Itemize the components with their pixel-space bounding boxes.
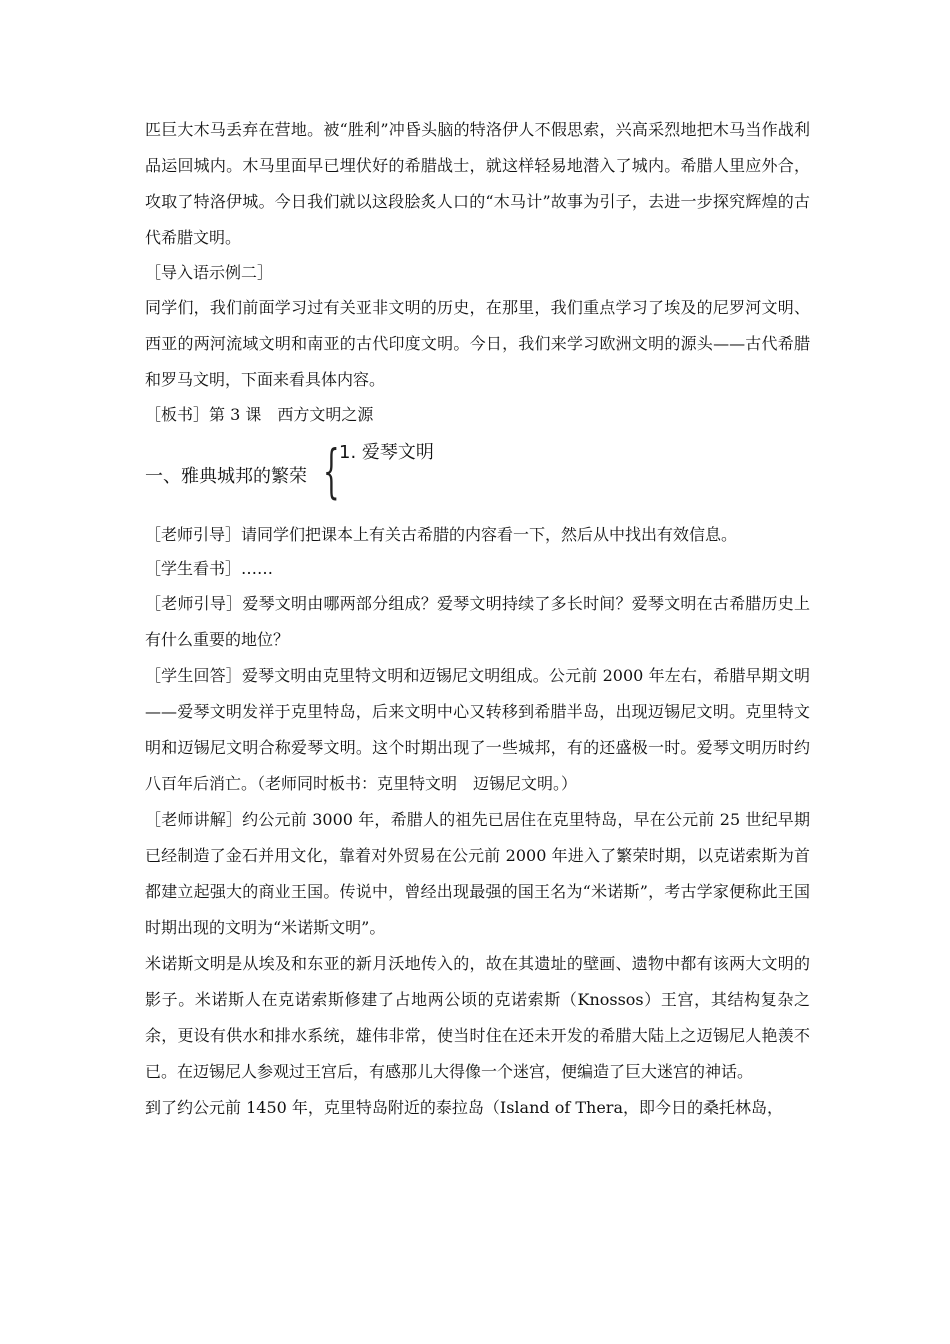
paragraph-intro-example-2: 同学们，我们前面学习过有关亚非文明的历史，在那里，我们重点学习了埃及的尼罗河文明、西亚的两河流域文明和南亚的古代印度文明。今日，我们来学习欧洲文明的源头——古代希腊和罗马文明，下面来看具体内容。	[145, 298, 810, 389]
brace-symbol: {	[323, 437, 340, 505]
paragraph-intro-example-2-label: ［导入语示例二］	[145, 263, 274, 282]
paragraph-board-title: ［板书］第 3 课 西方文明之源	[145, 405, 374, 424]
paragraph-student-answer: ［学生回答］爱琴文明由克里特文明和迈锡尼文明组成。公元前 2000 年左右，希腊早期文明——爱琴文明发祥于克里特岛，后来文明中心又转移到希腊半岛，出现迈锡尼文明。克里特文明和迈锡尼文明合称爱琴文明。这个时期出现了一些城邦，有的还盛极一时。爱琴文明历时约八百年后消亡。（老师同时板书：克里特文明 迈锡尼文明。）	[145, 666, 810, 793]
board-main-heading: 一、雅典城邦的繁荣	[145, 466, 307, 487]
paragraph-minoan-civilization: 米诺斯文明是从埃及和东亚的新月沃地传入的，故在其遗址的壁画、遗物中都有该两大文明的影子。米诺斯人在克诺索斯修建了占地两公顷的克诺索斯（Knossos）王宫，其结构复杂之余，更设有供水和排水系统，雄伟非常，使当时住在还未开发的希腊大陆上之迈锡尼人艳羡不已。在迈锡尼人参观过王宫后，有感那儿大得像一个迷宫，便编造了巨大迷宫的神话。	[145, 954, 810, 1081]
paragraph-teacher-explain: ［老师讲解］约公元前 3000 年，希腊人的祖先已居住在克里特岛，早在公元前 25 世纪早期已经制造了金石并用文化，靠着对外贸易在公元前 2000 年进入了繁荣时期，以克诺索斯为首都建立起强大的商业王国。传说中，曾经出现最强的国王名为“米诺斯”，考古学家便称此王国时期出现的文明为“米诺斯文明”。	[145, 810, 810, 937]
blackboard-outline	[145, 434, 810, 514]
board-sub-item: 1. 爱琴文明	[339, 442, 434, 463]
paragraph-trojan-horse: 匹巨大木马丢弃在营地。被“胜利”冲昏头脑的特洛伊人不假思索，兴高采烈地把木马当作战利品运回城内。木马里面早已埋伏好的希腊战士，就这样轻易地潜入了城内。希腊人里应外合，攻取了特洛伊城。今日我们就以这段脍炙人口的“木马计”故事为引子，去进一步探究辉煌的古代希腊文明。	[145, 120, 810, 247]
paragraph-student-reading: ［学生看书］……	[145, 559, 274, 578]
paragraph-teacher-guide-1: ［老师引导］请同学们把课本上有关古希腊的内容看一下，然后从中找出有效信息。	[145, 525, 738, 544]
paragraph-thera: 到了约公元前 1450 年，克里特岛附近的泰拉岛（Island of Thera，即今日的桑托林岛，	[145, 1098, 783, 1117]
document-body	[145, 112, 810, 1126]
paragraph-teacher-guide-2: ［老师引导］爱琴文明由哪两部分组成？爱琴文明持续了多长时间？爱琴文明在古希腊历史上有什么重要的地位？	[145, 594, 810, 649]
